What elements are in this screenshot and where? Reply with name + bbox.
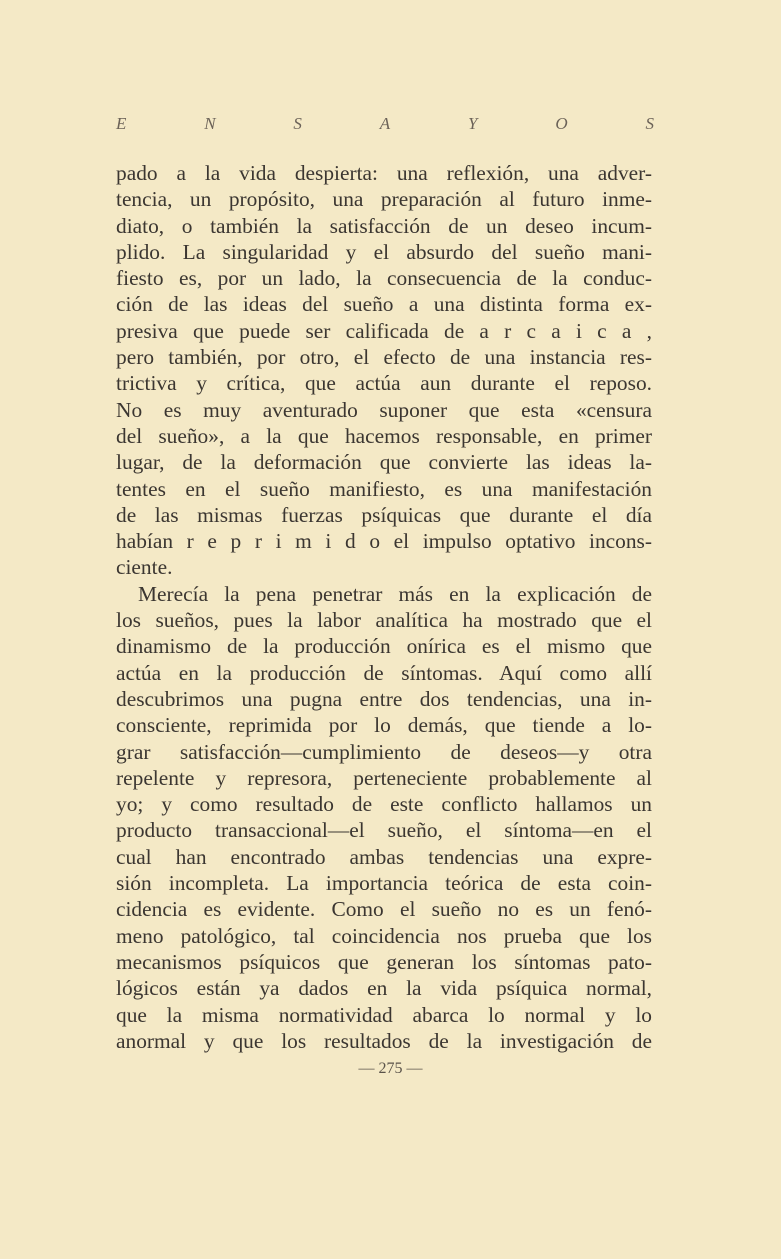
text-line: Merecía la pena penetrar más en la explicación de [138, 581, 652, 606]
text-line: los sueños, pues la labor analítica ha mostrado que el [116, 608, 652, 633]
text-line: lugar, de la deformación que convierte las ideas la- [116, 450, 652, 475]
body-text [116, 160, 652, 1054]
paragraph [116, 581, 652, 1054]
text-line: lógicos están ya dados en la vida psíquica normal, [116, 976, 652, 1001]
paragraph [116, 160, 652, 581]
text-line: producto transaccional—el sueño, el síntoma—en el [116, 818, 652, 843]
text-line: de las mismas fuerzas psíquicas que durante el día [116, 502, 652, 527]
header-letter: S [645, 114, 654, 133]
text-line: No es muy aventurado suponer que esta «censura [116, 397, 652, 422]
header-letter: N [204, 114, 216, 133]
header-letter: Y [468, 114, 478, 133]
text-line: plido. La singularidad y el absurdo del sueño mani- [116, 239, 652, 264]
text-line: fiesto es, por un lado, la consecuencia de la conduc- [116, 266, 652, 291]
text-line: meno patológico, tal coincidencia nos prueba que los [116, 923, 652, 948]
text-line: sión incompleta. La importancia teórica de esta coin- [116, 871, 652, 896]
text-line: pado a la vida despierta: una reflexión, una adver- [116, 161, 652, 185]
page-number: — 275 — [358, 1060, 423, 1077]
text-line: ción de las ideas del sueño a una distinta forma ex- [116, 292, 652, 317]
text-line: grar satisfacción—cumplimiento de deseos—y otra [116, 739, 652, 764]
text-line: repelente y represora, perteneciente probablemente al [116, 765, 652, 790]
text-line: que la misma normatividad abarca lo normal y lo [116, 1002, 652, 1027]
running-header [116, 114, 654, 134]
text-line: tencia, un propósito, una preparación al futuro inme- [116, 187, 652, 212]
header-letter: A [379, 114, 391, 133]
text-line: ciente. [116, 555, 173, 580]
text-line: mecanismos psíquicos que generan los síntomas pato- [116, 949, 652, 974]
text-line: descubrimos una pugna entre dos tendencias, una in- [116, 686, 652, 711]
text-line: anormal y que los resultados de la investigación de [116, 1028, 652, 1053]
text-line: diato, o también la satisfacción de un deseo incum- [116, 213, 652, 238]
text-line: dinamismo de la producción onírica es el mismo que [116, 634, 652, 659]
header-letter: E [116, 114, 127, 133]
header-letter: S [293, 114, 302, 133]
text-line: cidencia es evidente. Como el sueño no es un fenó- [116, 897, 652, 922]
text-line: yo; y como resultado de este conflicto hallamos un [116, 792, 652, 817]
text-line: actúa en la producción de síntomas. Aquí como allí [116, 660, 652, 685]
text-line: tentes en el sueño manifiesto, es una manifestación [116, 476, 652, 501]
text-line: del sueño», a la que hacemos responsable, en primer [116, 423, 652, 448]
text-line: trictiva y crítica, que actúa aun durante el reposo. [116, 371, 652, 396]
text-line: consciente, reprimida por lo demás, que tiende a lo- [116, 713, 652, 738]
text-line: habían r e p r i m i d o el impulso optativo incons- [116, 529, 652, 554]
header-letter: O [555, 114, 568, 133]
text-line: pero también, por otro, el efecto de una instancia res- [116, 345, 652, 370]
text-line: presiva que puede ser calificada de a r c a i c a , [116, 318, 652, 343]
text-line: cual han encontrado ambas tendencias una expre- [116, 844, 652, 869]
